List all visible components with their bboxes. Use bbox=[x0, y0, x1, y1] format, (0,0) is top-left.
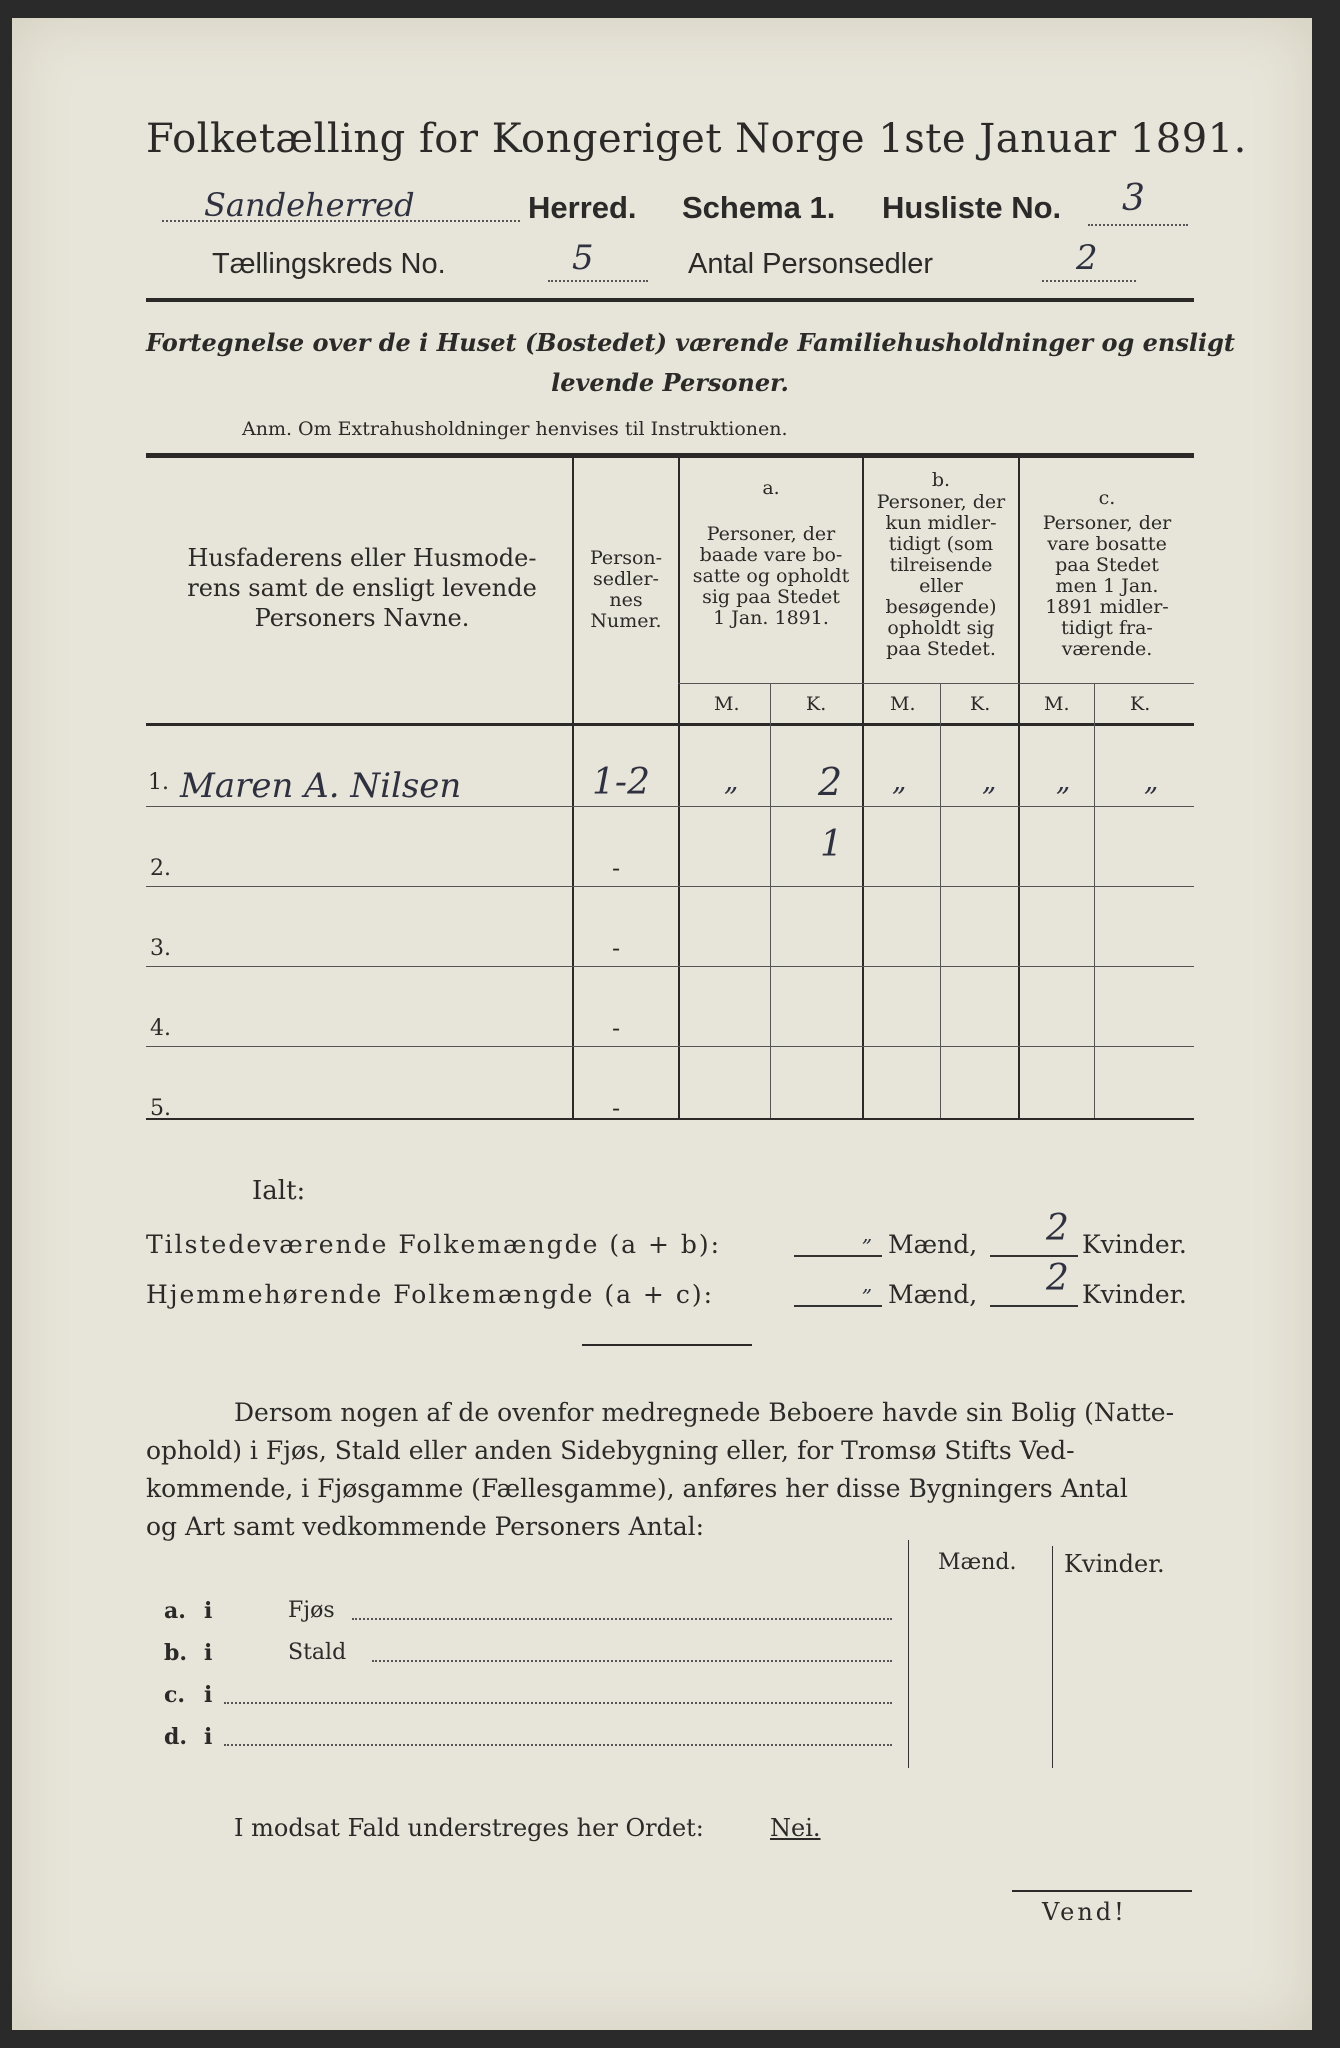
col-b-letter: b. bbox=[931, 469, 951, 491]
row-1-num: 1-2 bbox=[592, 762, 650, 803]
row-4-number: 4. bbox=[150, 1016, 171, 1041]
herred-value: Sandeherred bbox=[204, 186, 415, 224]
bolig-col-maend: Mænd. bbox=[938, 1550, 1017, 1575]
schema-label: Schema 1. bbox=[682, 190, 836, 225]
census-form-sheet bbox=[12, 18, 1312, 2030]
bolig-d-letter: d. bbox=[164, 1724, 188, 1750]
row-1-am: „ bbox=[724, 764, 739, 797]
husliste-value: 3 bbox=[1122, 178, 1145, 219]
anm-note: Anm. Om Extrahusholdninger henvises til Instruktionen. bbox=[242, 418, 788, 440]
tilstede-label: Tilstedeværende Folkemængde (a + b): bbox=[146, 1230, 722, 1259]
bolig-c-i: i bbox=[204, 1682, 213, 1708]
antal-value: 2 bbox=[1076, 238, 1098, 278]
col-a-header: Personer, der baade vare bo- satte og opholdt sig paa Stedet 1 Jan. 1891. bbox=[692, 523, 850, 629]
col-b-header: Personer, der kun midler- tidigt (som tilreisende eller besøgende) opholdt sig paa Stedet. bbox=[876, 491, 1006, 660]
col-b-m: M. bbox=[890, 693, 916, 715]
kreds-value: 5 bbox=[572, 238, 594, 278]
row-3-num: - bbox=[612, 934, 621, 962]
kreds-label: Tællingskreds No. bbox=[212, 248, 446, 280]
col-c-letter: c. bbox=[1098, 487, 1116, 509]
bolig-line-2: ophold) i Fjøs, Stald eller anden Sidebygning eller, for Tromsø Stifts Ved- bbox=[146, 1436, 1075, 1465]
ialt-label: Ialt: bbox=[252, 1176, 306, 1206]
bolig-a-letter: a. bbox=[164, 1598, 186, 1624]
row-2-ak: 1 bbox=[820, 824, 843, 865]
col-num-header: Person- sedler- nes Numer. bbox=[589, 547, 663, 632]
tilstede-kvinder-label: Kvinder. bbox=[1082, 1230, 1187, 1259]
col-names-header: Husfaderens eller Husmode- rens samt de ensligt levende Personers Navne. bbox=[187, 544, 537, 632]
row-5-num: - bbox=[612, 1094, 621, 1122]
row-1-ak: 2 bbox=[818, 760, 843, 804]
bolig-b-letter: b. bbox=[164, 1640, 188, 1666]
form-title: Folketælling for Kongeriget Norge 1ste Januar 1891. bbox=[146, 116, 1247, 162]
col-a-letter: a. bbox=[762, 477, 780, 499]
col-c-m: M. bbox=[1044, 693, 1070, 715]
hjemme-maend-label: Mænd, bbox=[888, 1280, 978, 1309]
bolig-a-i: i bbox=[204, 1598, 213, 1624]
row-1-bk: „ bbox=[982, 764, 997, 797]
bolig-a-label: Fjøs bbox=[288, 1598, 335, 1623]
bolig-col-kvinder: Kvinder. bbox=[1064, 1550, 1165, 1578]
col-b-k: K. bbox=[970, 693, 991, 715]
bolig-d-i: i bbox=[204, 1724, 213, 1750]
vend-label: Vend! bbox=[1042, 1898, 1127, 1926]
tilstede-maend-value: „ bbox=[862, 1222, 873, 1246]
bolig-line-4: og Art samt vedkommende Personers Antal: bbox=[146, 1512, 705, 1541]
bolig-b-i: i bbox=[204, 1640, 213, 1666]
intro-line-1: Fortegnelse over de i Huset (Bostedet) værende Familiehusholdninger og ensligt bbox=[146, 328, 1235, 357]
row-5-number: 5. bbox=[150, 1096, 171, 1121]
row-2-num: - bbox=[612, 854, 621, 882]
bolig-line-1: Dersom nogen af de ovenfor medregnede Beboere havde sin Bolig (Natte- bbox=[234, 1398, 1175, 1427]
bolig-b-label: Stald bbox=[288, 1640, 347, 1665]
row-1-ck: „ bbox=[1144, 764, 1159, 797]
bolig-line-3: kommende, i Fjøsgamme (Fællesgamme), anføres her disse Bygningers Antal bbox=[146, 1474, 1128, 1503]
antal-label: Antal Personsedler bbox=[688, 248, 934, 280]
modsat-text: I modsat Fald understreges her Ordet: bbox=[234, 1814, 704, 1842]
herred-label: Herred. bbox=[528, 190, 637, 225]
hjemme-kvinder-value: 2 bbox=[1046, 1258, 1069, 1299]
col-a-m: M. bbox=[714, 693, 740, 715]
bolig-c-letter: c. bbox=[164, 1682, 186, 1708]
tilstede-kvinder-value: 2 bbox=[1046, 1208, 1069, 1249]
hjemme-label: Hjemmehørende Folkemængde (a + c): bbox=[146, 1280, 714, 1309]
nei-word: Nei. bbox=[770, 1814, 821, 1842]
tilstede-maend-label: Mænd, bbox=[888, 1230, 978, 1259]
row-1-number: 1. bbox=[148, 770, 169, 795]
hjemme-kvinder-label: Kvinder. bbox=[1082, 1280, 1187, 1309]
row-1-name: Maren A. Nilsen bbox=[180, 766, 462, 806]
col-a-k: K. bbox=[806, 693, 827, 715]
col-c-k: K. bbox=[1130, 693, 1151, 715]
row-4-num: - bbox=[612, 1014, 621, 1042]
row-3-number: 3. bbox=[150, 936, 171, 961]
row-2-number: 2. bbox=[150, 856, 171, 881]
col-c-header: Personer, der vare bosatte paa Stedet men 1 Jan. 1891 midler- tidigt fra- værende. bbox=[1042, 512, 1172, 660]
row-1-cm: „ bbox=[1056, 764, 1071, 797]
intro-line-2: levende Personer. bbox=[551, 368, 789, 397]
hjemme-maend-value: „ bbox=[862, 1272, 873, 1296]
husliste-label: Husliste No. bbox=[882, 190, 1062, 225]
row-1-bm: „ bbox=[892, 764, 907, 797]
